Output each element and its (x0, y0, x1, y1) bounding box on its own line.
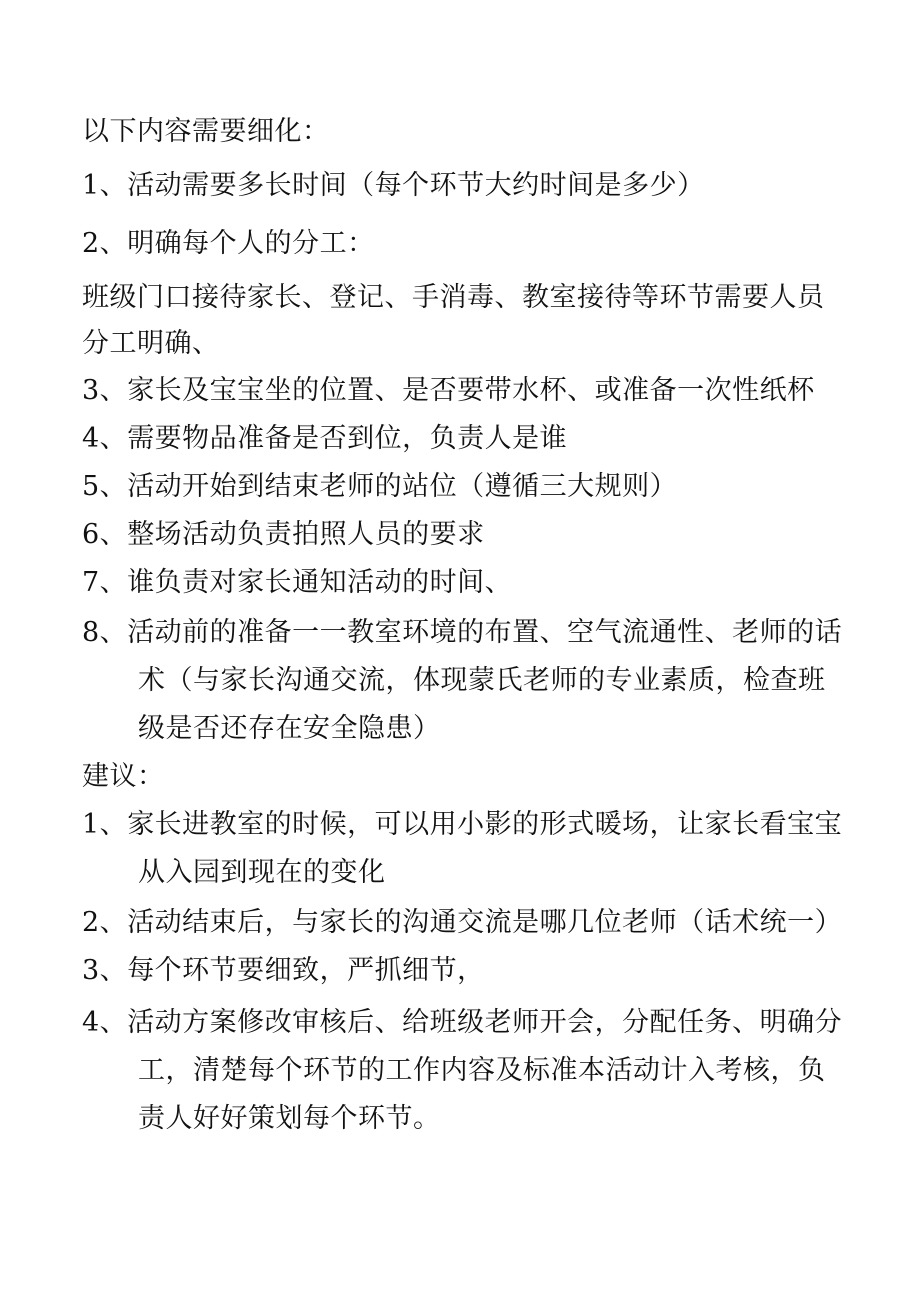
item-number: 3、 (82, 375, 128, 406)
list-item-5 (82, 469, 677, 505)
list-item-8 (82, 615, 842, 651)
list-item-4 (82, 421, 567, 457)
item-text: 活动方案修改审核后、给班级老师开会，分配任务、明确分 (127, 1007, 843, 1038)
suggestion-item-3 (82, 953, 485, 989)
suggestion-item-1-continued: 从入园到现在的变化 (138, 857, 386, 888)
item-text: 需要物品准备是否到位，负责人是谁 (127, 423, 568, 454)
suggestion-item-4-continued: 责人好好策划每个环节。 (138, 1103, 441, 1134)
item-number: 6、 (82, 519, 128, 550)
list-item-6 (82, 517, 485, 553)
item-text: 活动结束后，与家长的沟通交流是哪几位老师（话术统一） (127, 907, 843, 938)
item-text: 家长进教室的时候，可以用小影的形式暖场，让家长看宝宝 (127, 809, 843, 840)
item-number: 7、 (82, 567, 128, 598)
item-number: 4、 (82, 423, 128, 454)
item-number: 5、 (82, 471, 128, 502)
suggestion-item-4 (82, 1005, 842, 1041)
list-item-8-continued: 术（与家长沟通交流，体现蒙氏老师的专业素质，检查班 (138, 665, 826, 696)
suggestions-heading: 建议： (82, 761, 165, 792)
item-number: 1、 (82, 809, 128, 840)
item-text: 谁负责对家长通知活动的时间、 (127, 567, 513, 598)
item-number: 4、 (82, 1007, 128, 1038)
suggestion-item-4-continued: 工，清楚每个环节的工作内容及标准本活动计入考核，负 (138, 1055, 826, 1086)
item-number: 3、 (82, 955, 128, 986)
item-number: 2、 (82, 907, 128, 938)
item-text: 活动前的准备一一教室环境的布置、空气流通性、老师的话 (127, 617, 843, 648)
list-item-1 (82, 168, 705, 204)
item-text: 活动需要多长时间（每个环节大约时间是多少） (127, 170, 705, 201)
item-text: 活动开始到结束老师的站位（遵循三大规则） (127, 471, 678, 502)
suggestion-item-2 (82, 905, 842, 941)
item-text: 家长及宝宝坐的位置、是否要带水杯、或准备一次性纸杯 (127, 375, 815, 406)
item-text: 明确每个人的分工： (127, 228, 375, 259)
paragraph-line: 班级门口接待家长、登记、手消毒、教室接待等环节需要人员 (82, 282, 825, 313)
item-number: 2、 (82, 228, 128, 259)
paragraph-line: 分工明确、 (82, 328, 220, 359)
suggestion-item-1 (82, 807, 842, 843)
intro-heading: 以下内容需要细化： (82, 116, 330, 147)
item-number: 1、 (82, 170, 128, 201)
list-item-3 (82, 373, 815, 409)
item-text: 每个环节要细致，严抓细节， (127, 955, 485, 986)
item-text: 整场活动负责拍照人员的要求 (127, 519, 485, 550)
list-item-8-continued: 级是否还存在安全隐患） (138, 713, 441, 744)
list-item-2 (82, 226, 375, 262)
item-number: 8、 (82, 617, 128, 648)
list-item-7 (82, 565, 512, 601)
